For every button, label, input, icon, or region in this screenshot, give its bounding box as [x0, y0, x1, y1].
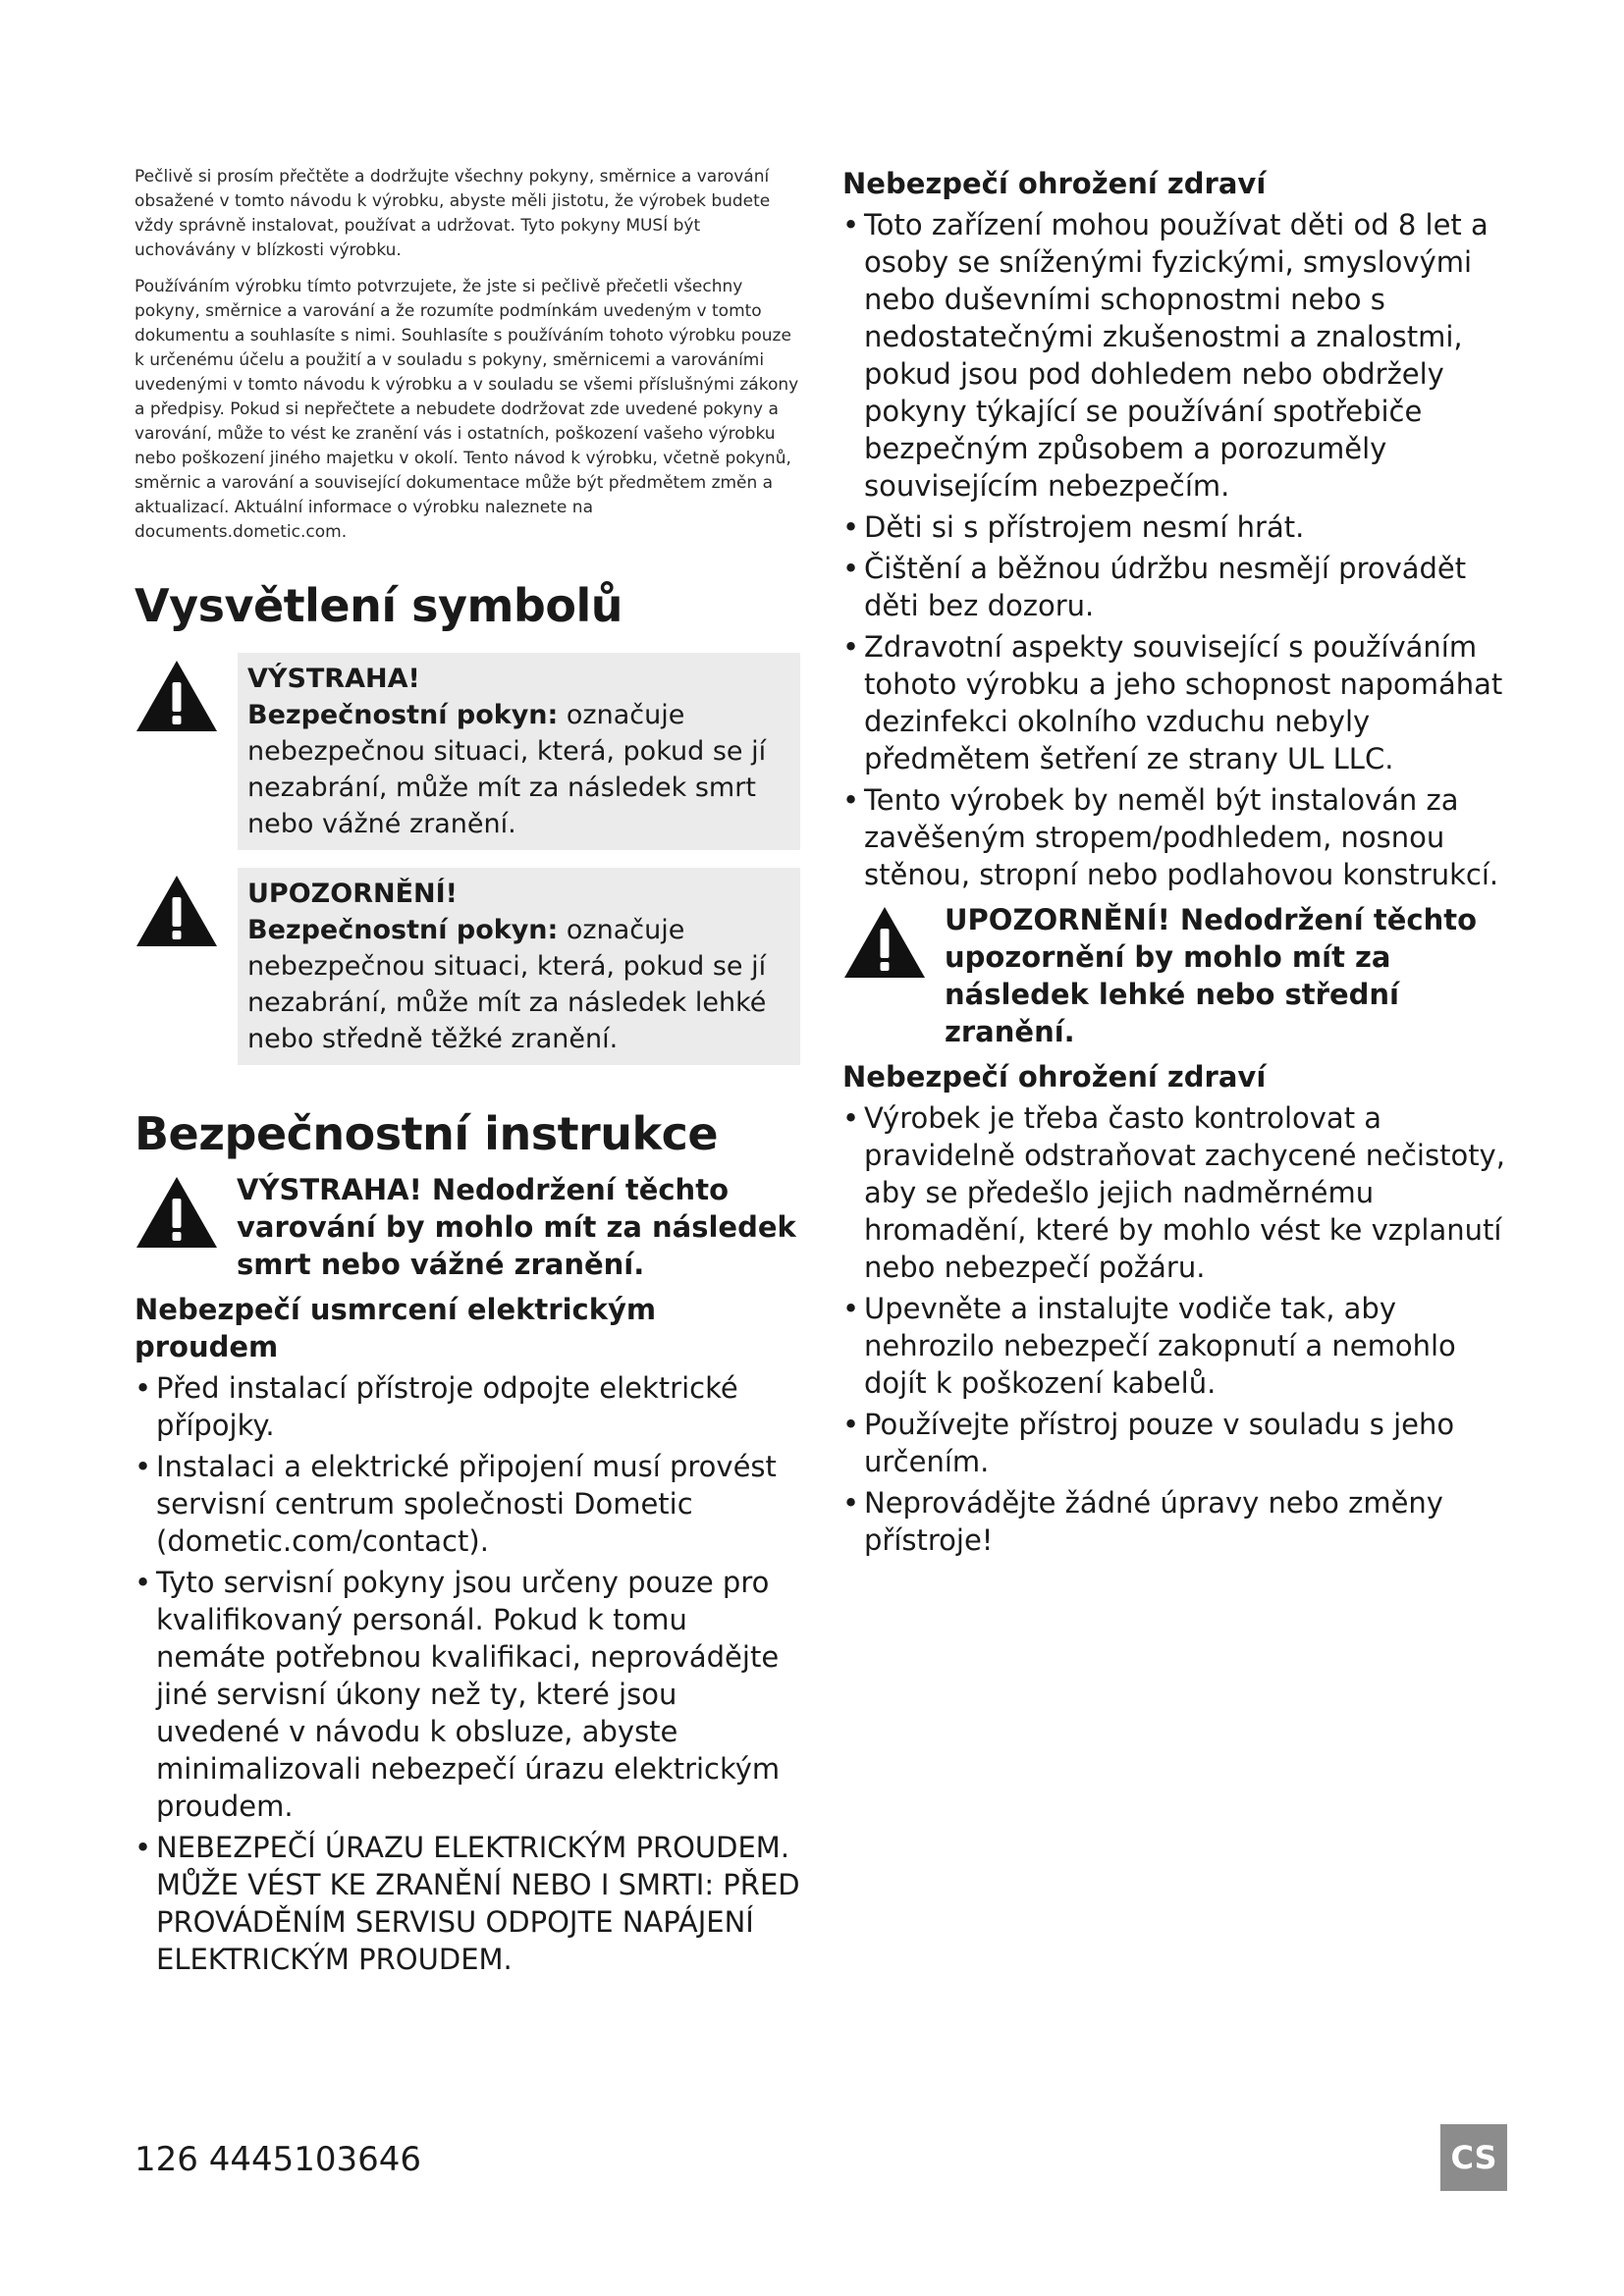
caution-triangle-icon [842, 905, 927, 980]
health-list-2 [842, 1099, 1510, 1559]
warning-triangle-icon [135, 1175, 219, 1250]
safety-heading: Bezpečnostní instrukce [135, 1107, 719, 1160]
health-list-1 [842, 206, 1510, 893]
caution-notice [842, 901, 1510, 1050]
list-item: • Zdravotní aspekty související s používáním tohoto výrobku a jeho schopnost napomáhat dezinfekci okolního vzduchu nebyly předmětem šetření ze strany UL LLC. [842, 628, 1510, 777]
caution-notice-text: UPOZORNĚNÍ! Nedodržení těchto upozornění by mohlo mít za následek lehké nebo střední zranění. [945, 903, 1477, 1048]
electric-list [135, 1369, 800, 1978]
electric-heading: Nebezpečí usmrcení elektrickým proudem [135, 1293, 657, 1363]
warning-notice-text: VÝSTRAHA! Nedodržení těchto varování by mohlo mít za následek smrt nebo vážné zranění. [237, 1173, 796, 1281]
list-item: • Toto zařízení mohou používat děti od 8 let a osoby se sníženými fyzickými, smyslovými nebo duševními schopnostmi nebo s nedostatečnými zkušenostmi a znalostmi, pokud jsou pod dohledem nebo obdržely pokyny týkající se používání spotřebiče bezpečným způsobem a porozuměly souvisejícím nebezpečím. [842, 206, 1510, 505]
symbol-warning [135, 653, 800, 850]
list-item: • Tyto servisní pokyny jsou určeny pouze pro kvalifikovaný personál. Pokud k tomu nemáte potřebnou kvalifikaci, neprovádějte jiné servisní úkony než ty, které jsou uvedené v návodu k obsluze, abyste minimalizovali nebezpečí úrazu elektrickým proudem. [135, 1564, 800, 1825]
language-badge: CS [1440, 2124, 1507, 2191]
warning-title: VÝSTRAHA! [247, 664, 420, 694]
caution-text: označuje nebezpečnou situaci, která, pokud se jí nezabrání, může mít za následek lehké nebo středně těžké zranění. [247, 915, 767, 1054]
right-column [842, 165, 1510, 1563]
warning-label: Bezpečnostní pokyn: [247, 700, 559, 730]
intro-section [135, 165, 800, 545]
list-item: • Děti si s přístrojem nesmí hrát. [842, 508, 1510, 546]
caution-definition-box [238, 868, 800, 1065]
list-item: • Neprovádějte žádné úpravy nebo změny přístroje! [842, 1484, 1510, 1559]
symbols-heading: Vysvětlení symbolů [135, 579, 623, 632]
symbol-caution [135, 868, 800, 1065]
list-item: • Tento výrobek by neměl být instalován za zavěšeným stropem/podhledem, nosnou stěnou, stropní nebo podlahovou konstrukcí. [842, 781, 1510, 893]
intro-paragraph-1: Pečlivě si prosím přečtěte a dodržujte všechny pokyny, směrnice a varování obsažené v tomto návodu k výrobku, abyste měli jistotu, že výrobek budete vždy správně instalovat, používat a udržovat. Tyto pokyny MUSÍ být uchovávány v blízkosti výrobku. [135, 167, 771, 260]
list-item: • Instalaci a elektrické připojení musí provést servisní centrum společnosti Dometic (dometic.com/contact). [135, 1448, 800, 1560]
caution-triangle-icon [135, 874, 219, 948]
left-column [135, 165, 800, 1982]
warning-triangle-icon [135, 659, 219, 733]
safety-warning-notice [135, 1171, 800, 1283]
health-heading-2: Nebezpečí ohrožení zdraví [842, 1060, 1267, 1094]
health-heading-1: Nebezpečí ohrožení zdraví [842, 167, 1267, 200]
caution-label: Bezpečnostní pokyn: [247, 915, 559, 945]
list-item: • Upevněte a instalujte vodiče tak, aby nehrozilo nebezpečí zakopnutí a nemohlo dojít k poškození kabelů. [842, 1290, 1510, 1402]
intro-paragraph-2: Používáním výrobku tímto potvrzujete, že jste si pečlivě přečetli všechny pokyny, směrnice a varování a že rozumíte podmínkám uvedeným v tomto dokumentu a souhlasíte s nimi. Souhlasíte s používáním tohoto výrobku pouze k určenému účelu a použití a v souladu s pokyny, směrnicemi a varováními uvedenými v tomto návodu k výrobku a v souladu se všemi příslušnými zákony a předpisy. Pokud si nepřečtete a nebudete dodržovat zde uvedené pokyny a varování, může to vést ke zranění vás i ostatních, poškození vašeho výrobku nebo poškození jiného majetku v okolí. Tento návod k výrobku, včetně pokynů, směrnic a varování a související dokumentace může být předmětem změn a aktualizací. Aktuální informace o výrobku naleznete na documents.dometic.com. [135, 277, 799, 542]
list-item: • NEBEZPEČÍ ÚRAZU ELEKTRICKÝM PROUDEM. MŮŽE VÉST KE ZRANĚNÍ NEBO I SMRTI: PŘED PROVÁDĚNÍM SERVISU ODPOJTE NAPÁJENÍ ELEKTRICKÝM PROUDEM. [135, 1829, 800, 1978]
warning-definition-box [238, 653, 800, 850]
page-number: 126 4445103646 [135, 2140, 422, 2179]
caution-title: UPOZORNĚNÍ! [247, 879, 458, 909]
warning-text: označuje nebezpečnou situaci, která, pokud se jí nezabrání, může mít za následek smrt nebo vážné zranění. [247, 700, 767, 839]
list-item: • Čištění a běžnou údržbu nesmějí provádět děti bez dozoru. [842, 550, 1510, 624]
list-item: • Výrobek je třeba často kontrolovat a pravidelně odstraňovat zachycené nečistoty, aby se předešlo jejich nadměrnému hromadění, které by mohlo vést ke vzplanutí nebo nebezpečí požáru. [842, 1099, 1510, 1286]
list-item: • Před instalací přístroje odpojte elektrické přípojky. [135, 1369, 800, 1444]
list-item: • Používejte přístroj pouze v souladu s jeho určením. [842, 1406, 1510, 1480]
